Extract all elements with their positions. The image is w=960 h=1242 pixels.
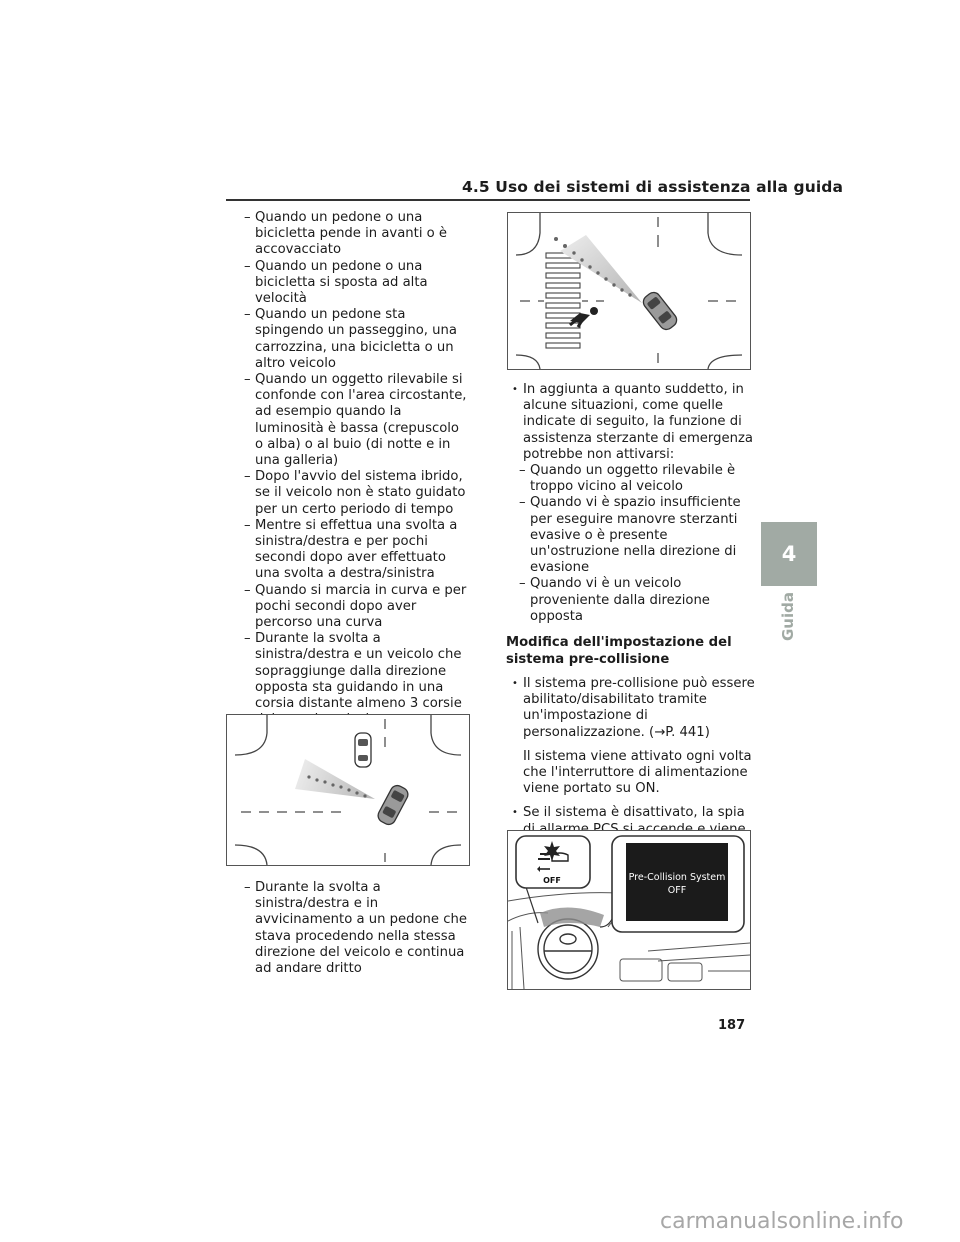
display-line-1: Pre-Collision System <box>628 872 726 883</box>
crosswalk-illustration <box>508 213 750 369</box>
list-item: – Durante la svolta a sinistra/destra e in avvicinamento a un pedone che stava procedendo nella stessa direzione del veicolo e continua ad andare dritto <box>230 880 470 977</box>
dashboard-illustration <box>508 831 750 989</box>
watermark: carmanualsonline.info <box>660 1209 904 1234</box>
list-item: – Quando un oggetto rilevabile si confonde con l'area circostante, ad esempio quando la luminosità è bassa (crepuscolo o alba) o al buio (di notte e in una galleria) <box>230 372 470 469</box>
list-item: – Quando vi è spazio insufficiente per eseguire manovre sterzanti evasive o è presente un'ostruzione nella direzione di evasione <box>499 495 755 576</box>
bullet-item: • In aggiunta a quanto suddetto, in alcune situazioni, come quelle indicate di seguito, la funzione di assistenza sterzante di emergenza potrebbe non attivarsi: <box>499 382 755 463</box>
section-header-title: 4.5 Uso dei sistemi di assistenza alla guida <box>462 178 844 196</box>
intersection-turn-illustration <box>227 715 469 865</box>
bullet-item: • Se il sistema è disattivato, la spia <box>499 805 755 870</box>
bullet-continuation: Il sistema viene attivato ogni volta che l'interruttore di alimentazione viene portato su ON. <box>523 748 752 797</box>
list-item: – Quando un pedone o una bicicletta pende in avanti o è accovacciato <box>230 210 470 259</box>
section-heading: Modifica dell'impostazione del sistema pre-collisione <box>506 635 732 667</box>
figure-dashboard-display <box>507 830 751 990</box>
pcs-off-label: OFF <box>543 876 561 885</box>
figure-crosswalk-pedestrian <box>507 212 751 370</box>
list-item: – Quando un pedone sta spingendo un passeggino, una carrozzina, una bicicletta o un altro veicolo <box>230 307 470 372</box>
list-item: – Quando un pedone o una bicicletta si sposta ad alta velocità <box>230 259 470 308</box>
left-column-list-b <box>230 880 470 977</box>
bullet-item: • Il sistema pre-collisione può essere abilitato/disabilitato tramite un'impostazione di personalizzazione. (→P. 441) <box>499 676 755 741</box>
right-column-text <box>499 374 755 870</box>
sub-list <box>499 463 755 625</box>
page-number: 187 <box>718 1018 746 1033</box>
list-item: – Quando si marcia in curva e per pochi secondi dopo aver percorso una curva <box>230 583 470 632</box>
chapter-number: 4 <box>781 542 797 566</box>
list-item: – Mentre si effettua una svolta a sinistra/destra e per pochi secondi dopo aver effettuato una svolta a destra/sinistra <box>230 518 470 583</box>
list-item: – Durante la svolta a sinistra/destra e un veicolo che sopraggiunge dalla direzione opposta sta guidando in una corsia distante almeno 3 corsie <box>230 631 470 728</box>
chapter-label: Guida <box>779 592 797 641</box>
list-item: – Dopo l'avvio del sistema ibrido, se il veicolo non è stato guidato per un certo periodo di tempo <box>230 469 470 518</box>
figure-intersection-turn <box>226 714 470 866</box>
display-line-2: OFF <box>667 885 687 896</box>
list-item: – Quando vi è un veicolo proveniente dalla direzione opposta <box>499 576 755 625</box>
list-item: – Quando un oggetto rilevabile è troppo vicino al veicolo <box>499 463 755 495</box>
header-rule <box>226 199 750 201</box>
